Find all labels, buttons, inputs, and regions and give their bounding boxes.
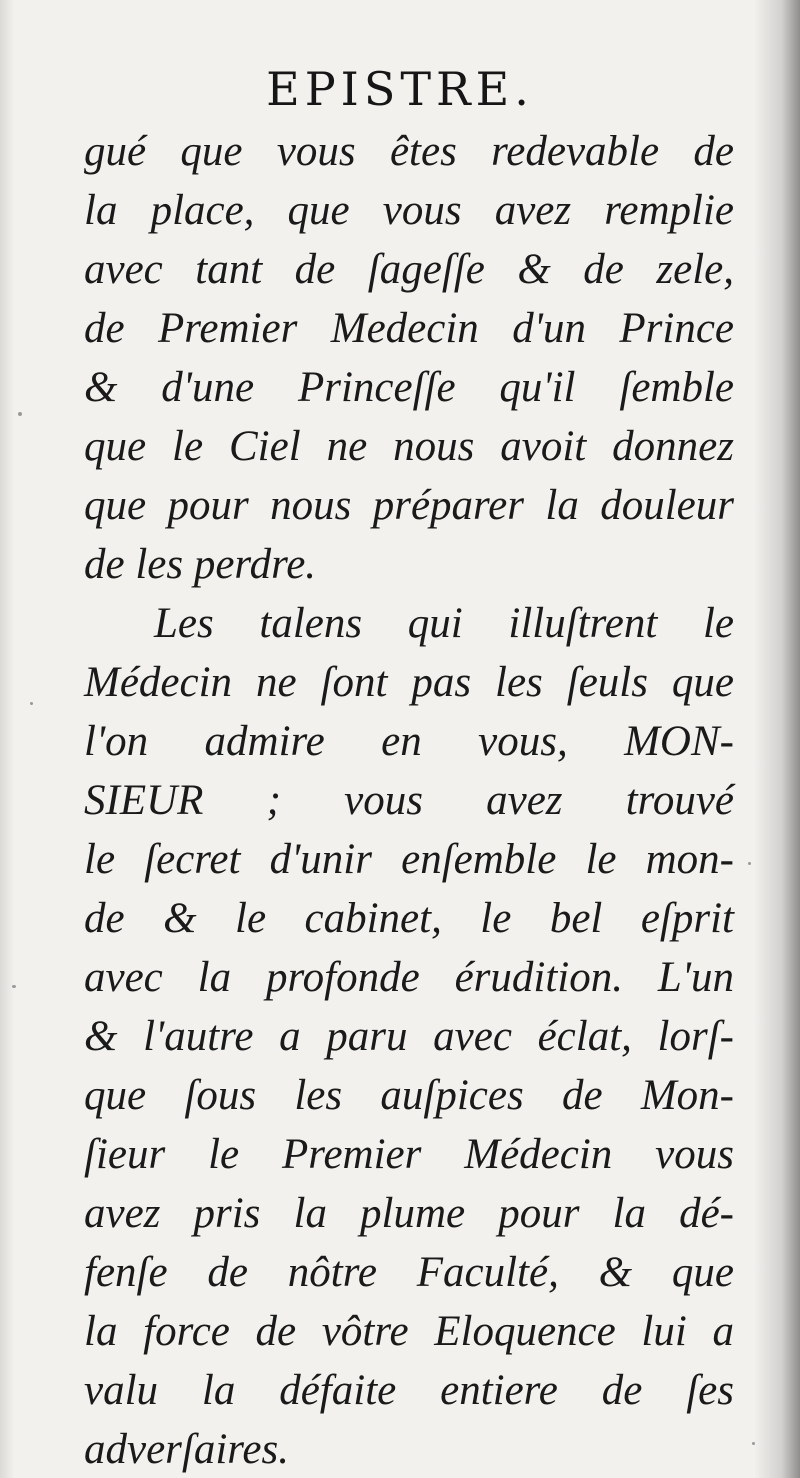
text-line: que pour nous préparer la douleur xyxy=(84,482,734,529)
text-line: la place, que vous avez remplie xyxy=(84,187,734,234)
page-edge-shadow xyxy=(754,0,800,1478)
text-line: l'on admire en vous, MON- xyxy=(84,718,734,765)
text-line: avec la profonde érudition. L'un xyxy=(84,954,734,1001)
text-line: la force de vôtre Eloquence lui a xyxy=(84,1308,734,1355)
text-line: que le Ciel ne nous avoit donnez xyxy=(84,423,734,470)
text-line: ſieur le Premier Médecin vous xyxy=(84,1131,734,1178)
text-line: & l'autre a paru avec éclat, lorſ- xyxy=(84,1013,734,1060)
text-line: avec tant de ſageſſe & de zele, xyxy=(84,246,734,293)
text-line: fenſe de nôtre Faculté, & que xyxy=(84,1249,734,1296)
paper-speck xyxy=(752,1442,755,1445)
paper-speck xyxy=(748,862,751,865)
text-line: Médecin ne ſont pas les ſeuls que xyxy=(84,659,734,706)
text-line: le ſecret d'unir enſemble le mon- xyxy=(84,836,734,883)
text-line: SIEUR ; vous avez trouvé xyxy=(84,777,734,824)
text-line: adverſaires. xyxy=(84,1426,290,1473)
paragraph-start-line: Les talens qui illuſtrent le xyxy=(154,600,734,647)
text-line: de Premier Medecin d'un Prince xyxy=(84,305,734,352)
text-line: que ſous les auſpices de Mon- xyxy=(84,1072,734,1119)
text-line: & d'une Princeſſe qu'il ſemble xyxy=(84,364,734,411)
text-line: valu la défaite entiere de ſes xyxy=(84,1367,734,1414)
text-line: gué que vous êtes redevable de xyxy=(84,128,734,175)
body-text xyxy=(84,122,734,1478)
paper-speck xyxy=(18,412,22,416)
text-line: de & le cabinet, le bel eſprit xyxy=(84,895,734,942)
paper-speck xyxy=(30,702,33,705)
text-line: avez pris la plume pour la dé- xyxy=(84,1190,734,1237)
paper-speck xyxy=(12,985,16,988)
page-gutter-shadow xyxy=(0,0,14,1478)
running-header: EPISTRE. xyxy=(266,62,534,116)
text-line: de les perdre. xyxy=(84,541,317,588)
